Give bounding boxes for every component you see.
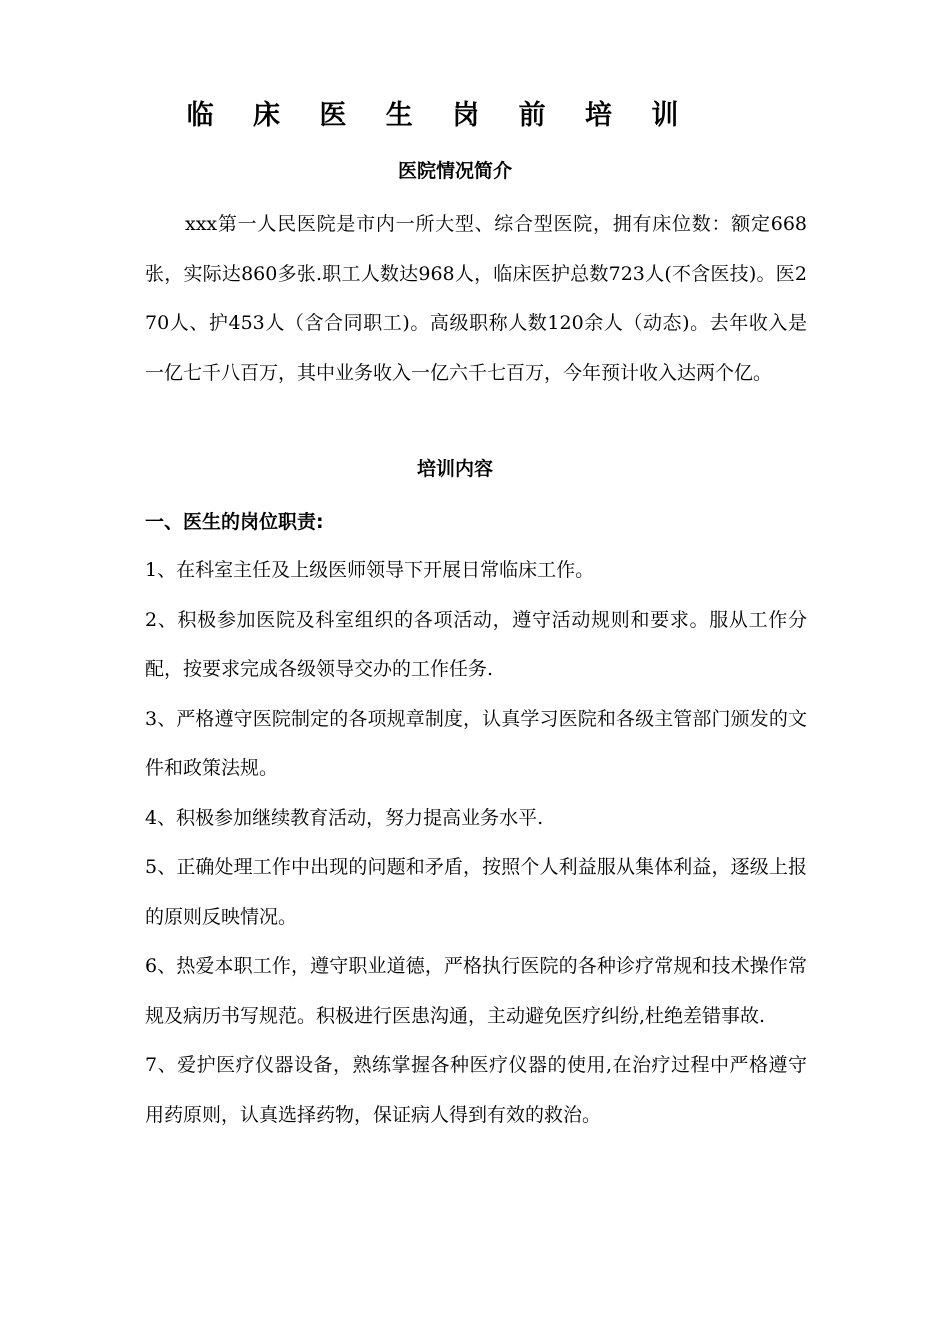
duty-item-4: 4、积极参加继续教育活动，努力提高业务水平. bbox=[145, 806, 544, 829]
duty-item-2: 2、积极参加医院及科室组织的各项活动，遵守活动规则和要求。服从工作分配，按要求完成各级领导交办的工作任务. bbox=[145, 608, 807, 680]
duty-item-3: 3、严格遵守医院制定的各项规章制度，认真学习医院和各级主管部门颁发的文件和政策法规。 bbox=[145, 707, 807, 779]
duty-item-6: 6、热爱本职工作，遵守职业道德，严格执行医院的各种诊疗常规和技术操作常规及病历书写规范。积极进行医患沟通，主动避免医疗纠纷,杜绝差错事故. bbox=[145, 955, 807, 1027]
duty-item-7: 7、爱护医疗仪器设备，熟练掌握各种医疗仪器的使用,在治疗过程中严格遵守用药原则，认真选择药物，保证病人得到有效的救治。 bbox=[145, 1054, 807, 1126]
intro-paragraph: xxx第一人民医院是市内一所大型、综合型医院，拥有床位数：额定668张，实际达860多张.职工人数达968人，临床医护总数723人(不含医技)。医270人、护453人（含合同职工)。高级职称人数120余人（动态)。去年收入是一亿七千八百万，其中业务收入一亿六千七百万，今年预计收入达两个亿。 bbox=[145, 213, 807, 384]
section-heading-duties: 一、医生的岗位职责: bbox=[145, 511, 324, 533]
duty-item-1: 1、在科室主任及上级医师领导下开展日常临床工作。 bbox=[145, 559, 595, 581]
intro-heading: 医院情况简介 bbox=[397, 160, 512, 182]
document-title: 临 床 医 生 岗 前 培 训 bbox=[186, 100, 694, 131]
training-heading: 培训内容 bbox=[416, 458, 493, 480]
duty-item-5: 5、正确处理工作中出现的问题和矛盾，按照个人利益服从集体利益，逐级上报的原则反映情况。 bbox=[145, 856, 807, 928]
duties-list bbox=[145, 546, 807, 1140]
